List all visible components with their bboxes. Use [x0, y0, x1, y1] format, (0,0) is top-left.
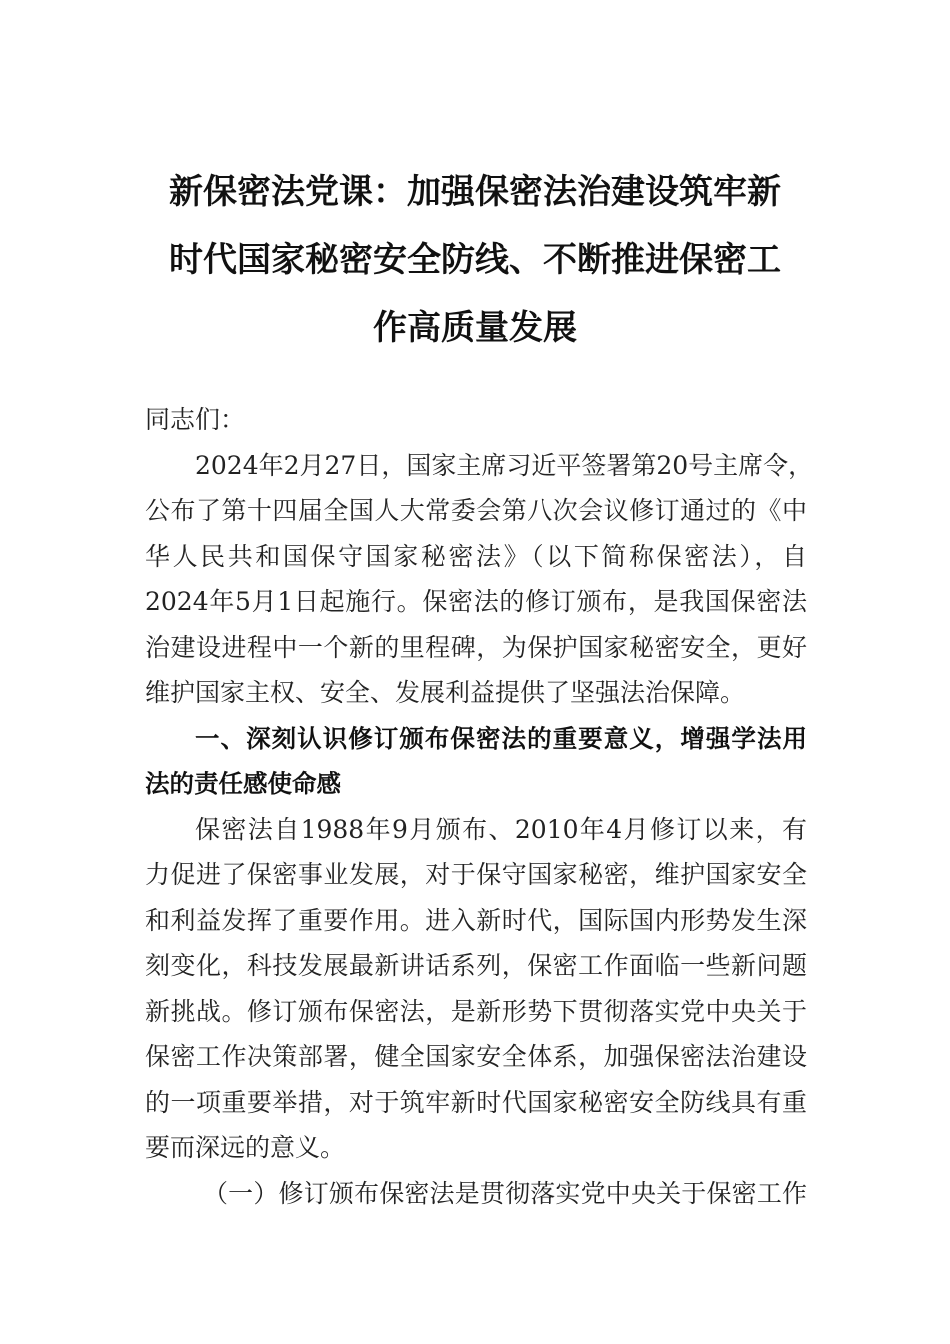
document-title — [130, 158, 820, 362]
paragraph-line: 新挑战。修订颁布保密法，是新形势下贯彻落实党中央关于 — [145, 996, 807, 1026]
paragraph-line: 保密法自1988年9月颁布、2010年4月修订以来，有 — [195, 814, 807, 844]
paragraph-line: 和利益发挥了重要作用。进入新时代，国际国内形势发生深 — [145, 905, 807, 935]
title-line: 作高质量发展 — [373, 308, 577, 348]
title-line: 新保密法党课：加强保密法治建设筑牢新 — [169, 172, 781, 212]
paragraph-line: 治建设进程中一个新的里程碑，为保护国家秘密安全，更好 — [145, 632, 807, 662]
paragraph-line: 力促进了保密事业发展，对于保守国家秘密，维护国家安全 — [145, 860, 807, 889]
paragraph-line: 2024年5月1日起施行。保密法的修订颁布，是我国保密法 — [145, 587, 807, 616]
paragraph-line: 刻变化，科技发展最新讲话系列，保密工作面临一些新问题 — [145, 951, 807, 980]
section-heading: 法的责任感使命感 — [145, 769, 341, 798]
paragraph-line: 2024年2月27日，国家主席习近平签署第20号主席令， — [195, 450, 814, 480]
document-body — [145, 397, 814, 1216]
greeting: 同志们： — [145, 405, 246, 434]
paragraph-line: 维护国家主权、安全、发展利益提供了坚强法治保障。 — [145, 678, 746, 707]
paragraph-line: 要而深远的意义。 — [145, 1133, 346, 1162]
section-heading: 一、深刻认识修订颁布保密法的重要意义，增强学法用 — [195, 723, 807, 753]
paragraph-line: 华人民共和国保守国家秘密法》（以下简称保密法），自 — [145, 541, 807, 571]
paragraph-line: 公布了第十四届全国人大常委会第八次会议修订通过的《中 — [145, 496, 807, 525]
title-line: 时代国家秘密安全防线、不断推进保密工 — [169, 240, 781, 280]
paragraph-line: 保密工作决策部署，健全国家安全体系，加强保密法治建设 — [145, 1042, 807, 1071]
subsection-heading: （一）修订颁布保密法是贯彻落实党中央关于保密工作 — [203, 1178, 807, 1208]
paragraph-line: 的一项重要举措，对于筑牢新时代国家秘密安全防线具有重 — [145, 1087, 807, 1117]
